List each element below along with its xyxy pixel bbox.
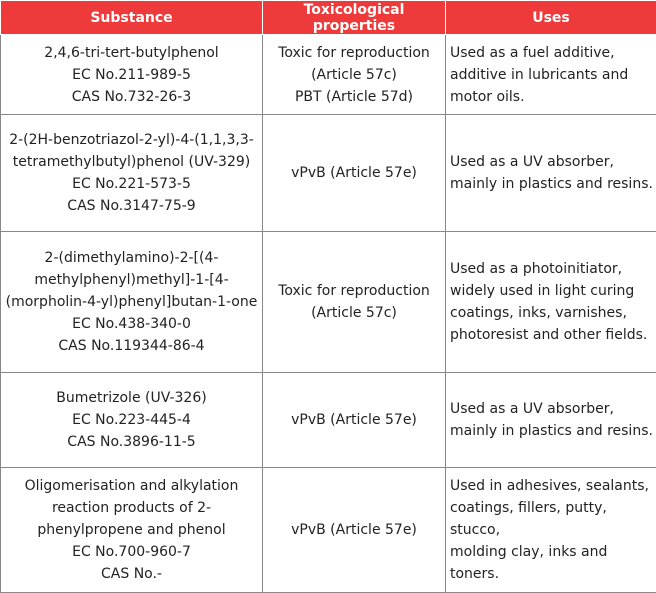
substance-cell-line: CAS No.3147-75-9 — [3, 195, 260, 217]
substance-cell — [1, 115, 263, 232]
uses-cell — [446, 35, 656, 115]
substance-cell-line: CAS No.732-26-3 — [3, 86, 260, 108]
uses-cell — [446, 115, 656, 232]
substance-cell-line: 2-(2H-benzotriazol-2-yl)-4-(1,1,3,3- — [3, 129, 260, 151]
substance-cell-line: methylphenyl)methyl]-1-[4- — [3, 269, 260, 291]
toxicological-cell-line: vPvB (Article 57e) — [265, 409, 443, 431]
substance-cell-line: reaction products of 2- — [3, 497, 260, 519]
table-row — [1, 35, 656, 115]
table-row — [1, 468, 656, 593]
uses-cell-line: mainly in plastics and resins. — [450, 420, 654, 442]
uses-cell — [446, 468, 656, 593]
substance-cell-line: EC No.223-445-4 — [3, 409, 260, 431]
substance-cell-line: tetramethylbutyl)phenol (UV-329) — [3, 151, 260, 173]
uses-cell-line: coatings, fillers, putty, stucco, — [450, 497, 654, 541]
table-row — [1, 373, 656, 468]
uses-cell-line: Used as a UV absorber, — [450, 398, 654, 420]
substance-cell-line: EC No.438-340-0 — [3, 313, 260, 335]
toxicological-cell-line: PBT (Article 57d) — [265, 86, 443, 108]
toxicological-cell — [263, 115, 446, 232]
uses-cell-line: coatings, inks, varnishes, — [450, 302, 654, 324]
substance-cell — [1, 232, 263, 373]
toxicological-cell — [263, 373, 446, 468]
uses-cell-line: molding clay, inks and — [450, 541, 654, 563]
uses-cell-line: additive in lubricants and — [450, 64, 654, 86]
uses-cell — [446, 373, 656, 468]
substance-cell-line: CAS No.3896-11-5 — [3, 431, 260, 453]
uses-cell-line: toners. — [450, 563, 654, 585]
substance-cell-line: EC No.221-573-5 — [3, 173, 260, 195]
toxicological-cell — [263, 232, 446, 373]
toxicological-cell — [263, 35, 446, 115]
substance-cell-line: EC No.700-960-7 — [3, 541, 260, 563]
substance-cell-line: 2,4,6-tri-tert-butylphenol — [3, 42, 260, 64]
substance-cell-line: 2-(dimethylamino)-2-[(4- — [3, 247, 260, 269]
table-row — [1, 115, 656, 232]
toxicological-cell-line: Toxic for reproduction — [265, 280, 443, 302]
uses-cell — [446, 232, 656, 373]
substance-cell-line: EC No.211-989-5 — [3, 64, 260, 86]
header-row — [1, 1, 656, 35]
uses-cell-line: Used as a photoinitiator, — [450, 258, 654, 280]
toxicological-cell — [263, 468, 446, 593]
substance-cell-line: phenylpropene and phenol — [3, 519, 260, 541]
substance-cell — [1, 373, 263, 468]
header-substance: Substance — [1, 1, 263, 35]
uses-cell-line: photoresist and other fields. — [450, 324, 654, 346]
substance-cell-line: Oligomerisation and alkylation — [3, 475, 260, 497]
toxicological-cell-line: vPvB (Article 57e) — [265, 162, 443, 184]
substance-cell-line: CAS No.- — [3, 563, 260, 585]
toxicological-cell-line: (Article 57c) — [265, 64, 443, 86]
substance-cell-line: (morpholin-4-yl)phenyl]butan-1-one — [3, 291, 260, 313]
substance-cell-line: CAS No.119344-86-4 — [3, 335, 260, 357]
uses-cell-line: Used as a fuel additive, — [450, 42, 654, 64]
uses-cell-line: Used in adhesives, sealants, — [450, 475, 654, 497]
uses-cell-line: widely used in light curing — [450, 280, 654, 302]
toxicological-cell-line: Toxic for reproduction — [265, 42, 443, 64]
uses-cell-line: mainly in plastics and resins. — [450, 173, 654, 195]
substance-cell — [1, 468, 263, 593]
toxicological-cell-line: vPvB (Article 57e) — [265, 519, 443, 541]
substance-cell — [1, 35, 263, 115]
table-row — [1, 232, 656, 373]
header-uses: Uses — [446, 1, 656, 35]
substance-cell-line: Bumetrizole (UV-326) — [3, 387, 260, 409]
uses-cell-line: motor oils. — [450, 86, 654, 108]
toxicological-cell-line: (Article 57c) — [265, 302, 443, 324]
header-toxicological-properties: Toxicological properties — [263, 1, 446, 35]
uses-cell-line: Used as a UV absorber, — [450, 151, 654, 173]
